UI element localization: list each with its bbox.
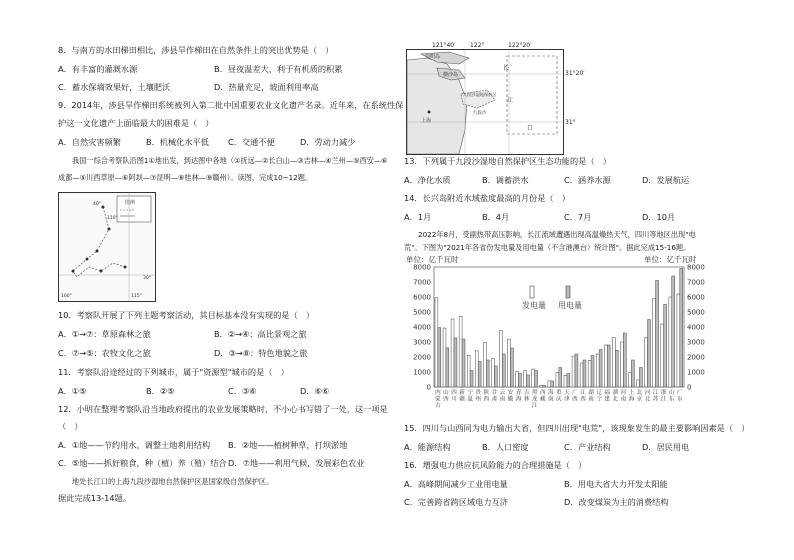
map-coord-label: 122° [470, 42, 485, 49]
bar-generation [475, 351, 478, 387]
estuary-map-label: 江 [507, 97, 514, 104]
bar-generation [459, 316, 462, 387]
bar-consumption [567, 374, 570, 388]
power-chart [404, 253, 714, 409]
y-tick-right: 0 [687, 383, 692, 392]
bar-generation [677, 294, 680, 387]
bar-consumption [494, 366, 497, 387]
category-label: 贵 [475, 390, 481, 396]
category-label: 江 [531, 403, 538, 409]
category-label: 江 [580, 390, 586, 396]
category-label: 藏 [539, 396, 546, 403]
route-stop [96, 250, 99, 253]
category-label: 四 [451, 390, 457, 396]
q15-option-c: C．产业结构 [564, 442, 611, 452]
category-label: 浙 [660, 390, 667, 396]
q14-option-d: D．10月 [642, 212, 676, 222]
bar-generation [629, 373, 632, 387]
q9-stem-line1: 9．2014年，涉县旱作梯田系统被列入第二批中国重要农业文化遗产名录。近年来，在系统性保 [58, 100, 404, 110]
category-label: 夏 [467, 396, 473, 403]
bar-consumption [527, 375, 530, 387]
category-label: 南 [620, 396, 627, 403]
route-map-legend-title: 图例 [125, 200, 136, 206]
category-label: 安 [507, 390, 514, 396]
y-tick-left: 1000 [413, 368, 431, 377]
category-label: 黑 [531, 390, 538, 396]
category-label: 甘 [491, 390, 498, 396]
intro-10-12-line2: 成都—⑤川西草原—⑥阿坝—⑦昆明—⑧桂林—⑨赣州）。读图，完成10~12题。 [58, 173, 313, 182]
route-stop [100, 270, 103, 273]
map-coord-label: 122°20′ [508, 42, 532, 49]
y-tick-left: 0 [426, 383, 431, 392]
bar-consumption [631, 360, 634, 387]
category-label: 西 [572, 396, 578, 403]
y-tick-right: 1000 [687, 368, 705, 377]
category-label: 吉 [523, 390, 530, 396]
category-label: 广 [572, 390, 578, 396]
category-label: 辽 [596, 390, 602, 396]
q13-stem: 13．下列属于九段沙湿地自然保护区生态功能的是（ ） [404, 156, 611, 166]
bar-consumption [672, 276, 675, 387]
route-stop [72, 270, 75, 273]
q12-stem: 12．小明在整理考察队沿当地政府提出的农业发展策略时，不小心书写错了一处，这一项是 [58, 404, 388, 414]
y-tick-right: 4000 [687, 323, 705, 332]
bar-consumption [519, 374, 522, 388]
q16-option-d: D．改变煤炭为主的消费结构 [564, 497, 669, 507]
category-label: 海 [628, 396, 635, 403]
bar-consumption [462, 339, 465, 387]
category-label: 西 [539, 390, 546, 396]
q14-option-c: C．7月 [564, 212, 592, 222]
category-label: 北 [612, 396, 619, 403]
bar-generation [645, 338, 648, 388]
chart-bars [435, 269, 683, 388]
legend-generation: 发电量 [522, 301, 546, 310]
q9-option-c: C．交通不便 [228, 137, 275, 147]
q9-option-b: B．机械化水平低 [146, 137, 209, 147]
q8-option-d: D．热量充足，坡面利用率高 [214, 82, 319, 92]
chart-legend [522, 286, 582, 310]
bar-consumption [486, 360, 489, 387]
chart-ylabel-left: 单位：亿千瓦时 [406, 255, 459, 264]
category-label: 海 [515, 396, 522, 403]
route-stop [102, 206, 105, 209]
estuary-map-label: 口 [527, 125, 534, 132]
bar-consumption [680, 269, 683, 388]
q9-stem-line2: 护这一文化遗产上面临最大的困难是（ ） [58, 118, 214, 128]
q15-stem: 15．四川与山西同为电力输出大省，但四川出现"电荒"，该现象发生的最主要影响因素是（ ） [404, 423, 750, 433]
y-tick-left: 7000 [413, 278, 431, 287]
category-label: 州 [475, 396, 481, 403]
bar-generation [516, 372, 519, 387]
category-label: 京 [636, 396, 643, 403]
bar-consumption [583, 360, 586, 387]
bar-consumption [664, 305, 667, 388]
legend-swatch-generation [530, 286, 534, 298]
category-label: 东 [677, 396, 683, 403]
bar-generation [451, 319, 454, 387]
q16-option-c: C．完善跨省跨区域电力互济 [404, 497, 508, 507]
category-label: 林 [523, 396, 530, 403]
chart-categories [435, 388, 683, 409]
category-label: 湖 [588, 390, 594, 396]
bar-consumption [470, 371, 473, 388]
y-tick-right: 7000 [687, 278, 705, 287]
category-label: 海 [547, 390, 554, 396]
bar-consumption [535, 371, 538, 388]
category-label: 湖 [612, 390, 619, 396]
estuary-map-label: 长 [503, 65, 510, 72]
q13-option-b: B．调蓄洪水 [482, 175, 529, 185]
route-map-svg [59, 193, 155, 301]
category-label: 云 [499, 390, 506, 396]
category-label: 青 [515, 390, 522, 396]
category-label: 北 [636, 390, 643, 396]
category-label: 南 [588, 396, 594, 403]
q11-stem: 11．考察队沿途经过的下列城市，属于"资源型"城市的是（ ） [58, 367, 289, 377]
bar-generation [669, 297, 672, 387]
bar-generation [467, 355, 470, 387]
q12-option-c: C．⑤地——抓好粮食，种（植）养（殖）结合 [58, 458, 227, 468]
q8-option-c: C．蓄水保墒效果好，土壤肥沃 [58, 82, 171, 92]
category-label: 天 [564, 390, 570, 396]
q15-option-b: B．人口密度 [482, 442, 529, 452]
route-map-label: 110° [107, 216, 118, 221]
bar-generation [588, 360, 591, 387]
category-label: 内 [435, 390, 441, 396]
q10-option-b: B．②→④：高比景观之旅 [214, 329, 307, 339]
category-label: 南 [499, 396, 506, 403]
y-tick-left: 4000 [413, 323, 431, 332]
route-map-label: 40° [93, 202, 101, 207]
category-label: 河 [644, 390, 651, 396]
y-tick-left: 8000 [413, 263, 431, 272]
bar-generation [508, 339, 511, 387]
q8-option-b: B．昼夜温差大，利于有机质的积累 [214, 64, 343, 74]
bar-generation [524, 371, 527, 388]
estuary-map-label: 横沙岛 [443, 72, 459, 78]
map-coord-label: 121°40′ [432, 42, 456, 49]
category-label: 东 [668, 396, 675, 403]
category-label: 川 [451, 396, 457, 403]
bar-consumption [446, 348, 449, 387]
power-chart-svg [404, 253, 714, 409]
category-label: 陕 [483, 390, 490, 396]
route-stop [108, 228, 111, 231]
category-label: 肃 [491, 396, 498, 403]
q15-option-a: A．能源结构 [404, 442, 451, 452]
y-tick-right: 5000 [687, 308, 705, 317]
bar-generation [580, 363, 583, 387]
category-label: 福 [604, 390, 611, 396]
bar-consumption [559, 368, 562, 388]
bar-consumption [575, 354, 578, 387]
bar-generation [620, 342, 623, 387]
category-label: 河 [620, 390, 627, 396]
category-label: 广 [677, 390, 683, 396]
intro-13-14-line2: 据此完成13-14题。 [58, 493, 131, 503]
y-tick-right: 2000 [687, 353, 705, 362]
estuary-map-label: 九段沙湿地保护区 [463, 92, 497, 97]
bar-consumption [648, 320, 651, 388]
bar-consumption [656, 281, 659, 388]
q10-stem: 10．考察队开展了下列主题考察活动，其目标基本没有实现的是（ ） [58, 310, 315, 320]
q12-option-a: A．①地——节约用水，调整土地利用结构 [58, 440, 211, 450]
q16-stem: 16．增强电力供应抗风险能力的合理措施是（ ） [404, 460, 587, 470]
q14-option-a: A．1月 [404, 212, 432, 222]
q12-option-b: B．②地——植树种草，打坝淤地 [228, 440, 348, 450]
bar-generation [443, 328, 446, 387]
category-label: 苏 [652, 396, 659, 403]
category-label: 蒙 [435, 396, 441, 403]
q12-option-d: D．⑦地——利用气候，发展彩色农业 [228, 458, 365, 468]
y-tick-right: 6000 [687, 293, 705, 302]
bar-generation [564, 375, 567, 387]
bar-consumption [639, 368, 642, 388]
category-label: 龙 [531, 396, 538, 403]
category-label: 新 [459, 390, 465, 396]
category-label: 西 [483, 396, 490, 403]
bar-generation [435, 298, 438, 387]
bar-generation [637, 380, 640, 387]
category-label: 庆 [556, 396, 562, 403]
y-tick-left: 5000 [413, 308, 431, 317]
bar-generation [483, 343, 486, 387]
category-label: 古 [435, 403, 441, 409]
bar-generation [556, 373, 559, 387]
category-label: 北 [644, 396, 651, 403]
bar-consumption [510, 348, 513, 387]
route-stop [86, 258, 89, 261]
q11-option-b: B．②⑤ [146, 386, 175, 396]
q11-option-d: D．⑥⑥ [300, 386, 330, 396]
intro-13-14: 地处长江口的上海九段沙湿地自然保护区是国家级自然保护区。 [72, 477, 274, 486]
chart-ylabel-right: 单位：亿千瓦时 [644, 255, 697, 264]
shanghai-point [428, 111, 431, 114]
category-label: 宁 [467, 390, 473, 396]
bar-consumption [623, 333, 626, 387]
bar-generation [499, 331, 502, 387]
category-label: 山 [668, 390, 675, 396]
q16-option-a: A．高峰期间减少工业用电量 [404, 479, 508, 489]
bar-consumption [607, 345, 610, 387]
q10-option-a: A．①→⑦：草原森林之旅 [58, 329, 151, 339]
route-map-label: 100° [61, 294, 72, 299]
estuary-map-svg [407, 50, 563, 154]
route-stop [124, 266, 127, 269]
estuary-map-label: 九段沙 [473, 111, 487, 116]
route-map-label: 115° [131, 294, 142, 299]
category-label: 山 [443, 390, 449, 396]
category-label: 徽 [507, 396, 514, 403]
bar-consumption [591, 356, 594, 388]
category-label: 江 [660, 396, 667, 403]
bar-consumption [438, 328, 441, 387]
category-label: 重 [556, 390, 562, 396]
category-label: 西 [443, 396, 449, 403]
route-map-label: 30° [143, 276, 151, 281]
intro-10-12-line1: 我国一综合考察队沿图1①地出发，到达图中各地（①抚远—②长白山—③吉林—④兰州—⑤西安—⑥ [72, 156, 388, 165]
q14-option-b: B．4月 [482, 212, 510, 222]
intro-15-16-line2: 荒"。下图为"2021年各省份发电量及用电量（不含港澳台）统计图"。据此完成15-16题。 [404, 243, 691, 252]
y-tick-left: 3000 [413, 338, 431, 347]
bar-generation [604, 345, 607, 387]
bar-consumption [454, 338, 457, 387]
bar-generation [548, 381, 551, 387]
bar-generation [532, 369, 535, 387]
bar-generation [572, 356, 575, 387]
category-label: 宁 [596, 396, 602, 403]
q12-paren: （ ） [58, 421, 83, 431]
y-tick-right: 8000 [687, 263, 705, 272]
bar-consumption [543, 386, 546, 388]
estuary-map [406, 49, 564, 155]
route-map [58, 192, 156, 302]
bar-consumption [599, 350, 602, 388]
q11-option-a: A．①⑤ [58, 386, 87, 396]
map-coord-label: 31°20′ [565, 70, 585, 77]
bar-consumption [478, 362, 481, 388]
q11-option-c: C．③⑥ [228, 386, 257, 396]
map-coord-label: 31° [565, 119, 576, 126]
bar-consumption [551, 381, 554, 387]
category-label: 西 [580, 396, 586, 403]
q13-option-a: A．净化水质 [404, 175, 451, 185]
estuary-map-label: 崇明岛 [425, 54, 441, 60]
q14-stem: 14．长兴岛附近水域盐度最高的月份是（ ） [404, 193, 570, 203]
bar-generation [612, 338, 615, 388]
q10-option-d: D．③→⑧：特色地貌之旅 [214, 348, 308, 358]
y-tick-left: 6000 [413, 293, 431, 302]
bar-consumption [502, 354, 505, 387]
bar-generation [661, 324, 664, 387]
category-label: 建 [604, 396, 611, 403]
q15-option-d: D．居民用电 [642, 442, 690, 452]
legend-swatch-consumption [566, 286, 570, 298]
legend-consumption: 用电量 [558, 301, 582, 310]
category-label: 江 [652, 390, 659, 396]
bar-consumption [615, 350, 618, 387]
y-tick-left: 2000 [413, 353, 431, 362]
q8-stem: 8．与南方的水田梯田相比，涉县旱作梯田在自然条件上的突出优势是（ ） [58, 45, 334, 55]
q10-option-c: C．⑦→⑤：农牧文化之旅 [58, 348, 151, 358]
category-label: 津 [564, 396, 570, 403]
q13-option-d: D．发展航运 [642, 175, 690, 185]
q8-option-a: A．有丰富的灌溉水源 [58, 64, 138, 74]
y-tick-right: 3000 [687, 338, 705, 347]
bar-generation [540, 385, 543, 387]
q16-option-b: B．用电大省大力开发太阳能 [564, 479, 668, 489]
q13-option-c: C．涵养水源 [564, 175, 611, 185]
intro-15-16-line1: 2022年8月，受副热带高压影响，长江流域遭遇出现高温燥热天气，四川等地区出现"电 [418, 230, 696, 239]
category-label: 上 [628, 390, 635, 396]
category-label: 南 [547, 396, 554, 403]
q9-option-a: A．自然灾害频繁 [58, 137, 121, 147]
bar-generation [653, 299, 656, 388]
bar-generation [596, 354, 599, 387]
q9-option-d: D．劳动力减少 [300, 137, 356, 147]
category-label: 疆 [459, 396, 465, 403]
estuary-map-label: 上海 [421, 118, 432, 124]
bar-generation [491, 359, 494, 388]
